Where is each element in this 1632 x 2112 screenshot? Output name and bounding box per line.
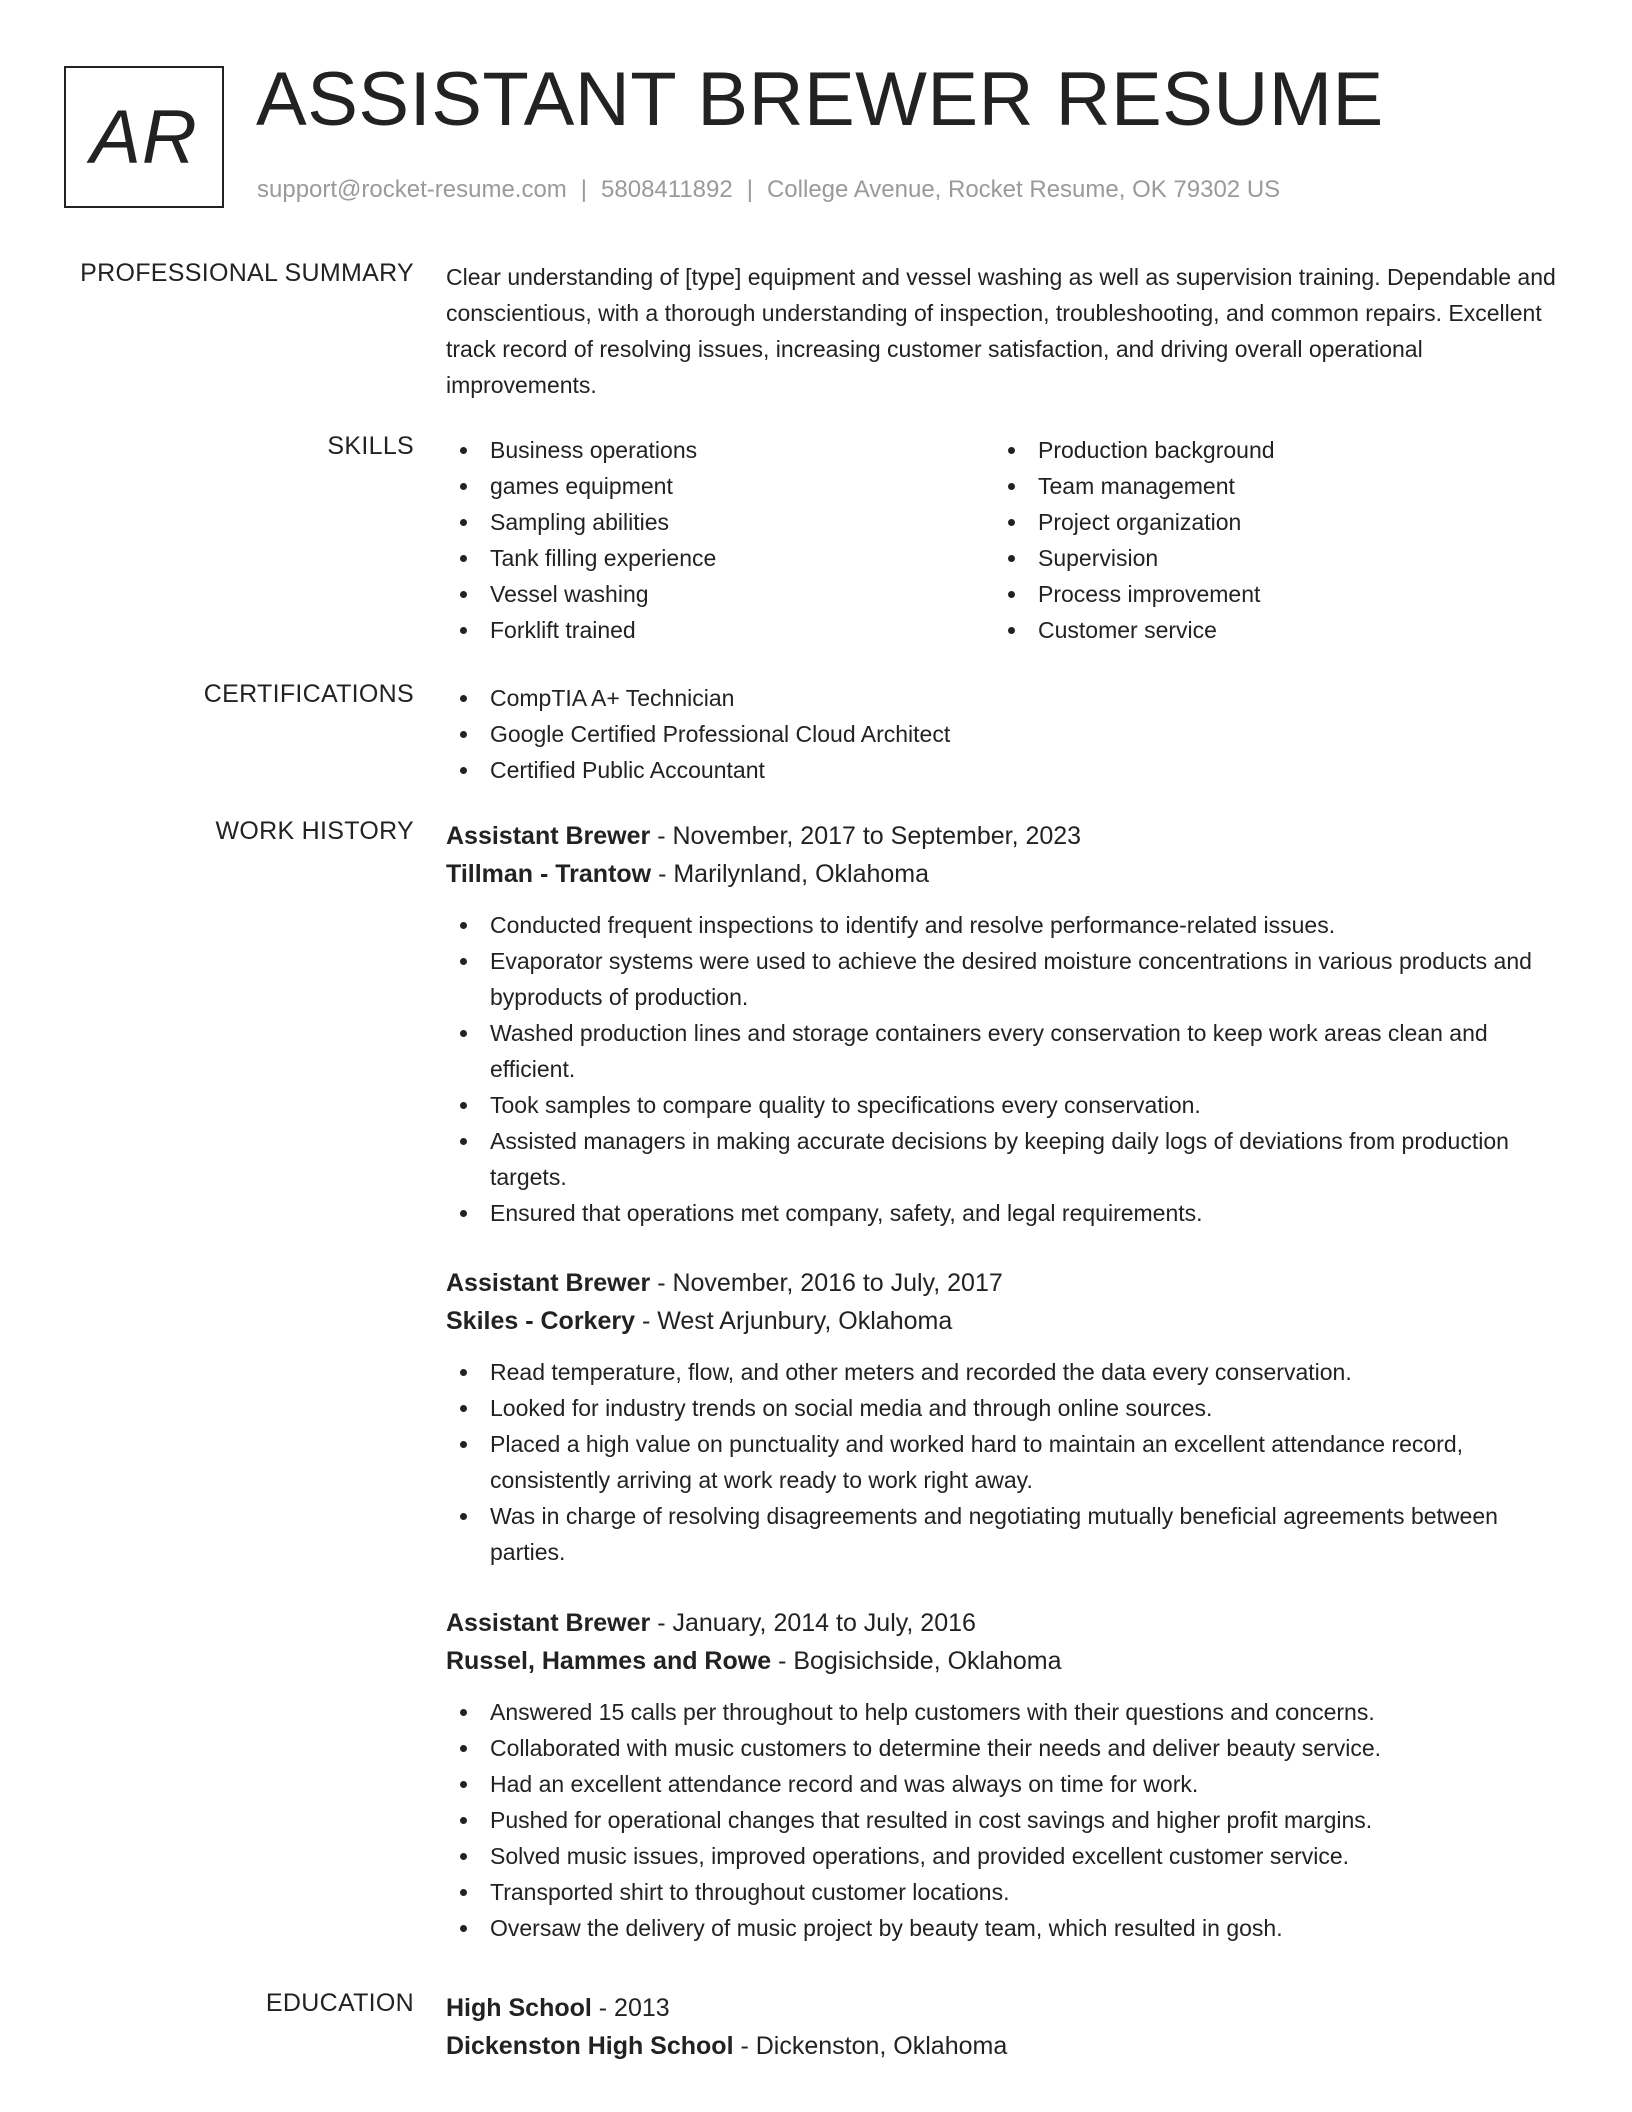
job-bullets — [446, 907, 1566, 1231]
certification-item: Google Certified Professional Cloud Architect — [446, 716, 1566, 752]
education-school-line — [446, 2027, 1566, 2065]
job-company: Skiles - Corkery — [446, 1307, 635, 1335]
section-label-summary: PROFESSIONAL SUMMARY — [80, 259, 414, 287]
section-label-certifications: CERTIFICATIONS — [203, 680, 414, 708]
job-bullet: Was in charge of resolving disagreements and negotiating mutually beneficial agreements between parties. — [446, 1498, 1566, 1570]
job-bullet: Collaborated with music customers to determine their needs and deliver beauty service. — [446, 1730, 1566, 1766]
job-bullet: Solved music issues, improved operations, and provided excellent customer service. — [446, 1838, 1566, 1874]
section-label-education: EDUCATION — [265, 1989, 414, 2017]
job-entry — [446, 1604, 1566, 1946]
job-company: Tillman - Trantow — [446, 860, 652, 888]
job-bullet: Looked for industry trends on social media and through online sources. — [446, 1390, 1566, 1426]
skill-item: Tank filling experience — [446, 540, 994, 576]
skill-item: Process improvement — [994, 576, 1542, 612]
job-bullet: Placed a high value on punctuality and worked hard to maintain an excellent attendance record, consistently arriving at work ready to work right away. — [446, 1426, 1566, 1498]
skills-list-left — [446, 432, 994, 648]
section-label-work-history: WORK HISTORY — [215, 817, 414, 845]
job-title: Assistant Brewer — [446, 822, 651, 850]
skill-item: Sampling abilities — [446, 504, 994, 540]
job-entry — [446, 817, 1566, 1231]
job-bullets — [446, 1354, 1566, 1570]
job-entry — [446, 1264, 1566, 1570]
section-label-skills: SKILLS — [327, 432, 414, 460]
contact-separator: | — [580, 176, 588, 203]
job-title: Assistant Brewer — [446, 1269, 651, 1297]
contact-email: support@rocket-resume.com — [257, 176, 567, 203]
contact-address: College Avenue, Rocket Resume, OK 79302 US — [766, 176, 1281, 203]
job-bullet: Washed production lines and storage containers every conservation to keep work areas clean and efficient. — [446, 1015, 1566, 1087]
contact-phone: 5808411892 — [601, 176, 733, 203]
certification-item: CompTIA A+ Technician — [446, 680, 1566, 716]
skill-item: Vessel washing — [446, 576, 994, 612]
skill-item: Project organization — [994, 504, 1542, 540]
job-dates: - November, 2016 to July, 2017 — [650, 1269, 1003, 1297]
job-company: Russel, Hammes and Rowe — [446, 1647, 772, 1675]
contact-line — [257, 176, 1280, 204]
certification-item: Certified Public Accountant — [446, 752, 1566, 788]
job-location: - Bogisichside, Oklahoma — [771, 1647, 1062, 1675]
education-location: - Dickenston, Oklahoma — [733, 2032, 1008, 2060]
summary-text: Clear understanding of [type] equipment and vessel washing as well as supervision training. Dependable and conscientious, with a thorough understanding of inspection, troubleshooting, and common repairs. Excellent track record of resolving issues, increasing customer satisfaction, and driving overall operational improvements. — [446, 264, 1556, 398]
job-dates: - January, 2014 to July, 2016 — [650, 1609, 976, 1637]
education-school: Dickenston High School — [446, 2032, 734, 2060]
job-bullet: Had an excellent attendance record and was always on time for work. — [446, 1766, 1566, 1802]
monogram-box — [64, 66, 224, 208]
education-year: - 2013 — [591, 1994, 670, 2022]
education-body — [446, 1989, 1566, 2065]
education-degree: High School — [446, 1994, 592, 2022]
job-bullets — [446, 1694, 1566, 1946]
resume-title: ASSISTANT BREWER RESUME — [256, 57, 1384, 142]
contact-separator: | — [746, 176, 753, 203]
job-title: Assistant Brewer — [446, 1609, 651, 1637]
skill-item: games equipment — [446, 468, 994, 504]
job-bullet: Transported shirt to throughout customer locations. — [446, 1874, 1566, 1910]
job-company-line — [446, 855, 1566, 893]
skill-item: Forklift trained — [446, 612, 994, 648]
job-location: - Marilynland, Oklahoma — [651, 860, 930, 888]
skills-list-right — [994, 432, 1542, 648]
job-company-line — [446, 1642, 1566, 1680]
job-bullet: Ensured that operations met company, safety, and legal requirements. — [446, 1195, 1566, 1231]
job-bullet: Assisted managers in making accurate decisions by keeping daily logs of deviations from production targets. — [446, 1123, 1566, 1195]
monogram-initials: AR — [90, 94, 198, 180]
job-title-line — [446, 817, 1566, 855]
skill-item: Business operations — [446, 432, 994, 468]
job-bullet: Conducted frequent inspections to identify and resolve performance-related issues. — [446, 907, 1566, 943]
job-title-line — [446, 1264, 1566, 1302]
job-bullet: Oversaw the delivery of music project by beauty team, which resulted in gosh. — [446, 1910, 1566, 1946]
skill-item: Supervision — [994, 540, 1542, 576]
job-bullet: Evaporator systems were used to achieve the desired moisture concentrations in various products and byproducts of production. — [446, 943, 1566, 1015]
certifications-body — [446, 680, 1566, 788]
job-title-line — [446, 1604, 1566, 1642]
job-bullet: Took samples to compare quality to specifications every conservation. — [446, 1087, 1566, 1123]
job-bullet: Pushed for operational changes that resulted in cost savings and higher profit margins. — [446, 1802, 1566, 1838]
skill-item: Production background — [994, 432, 1542, 468]
skill-item: Customer service — [994, 612, 1542, 648]
job-company-line — [446, 1302, 1566, 1340]
education-degree-line — [446, 1989, 1566, 2027]
job-bullet: Answered 15 calls per throughout to help customers with their questions and concerns. — [446, 1694, 1566, 1730]
job-bullet: Read temperature, flow, and other meters and recorded the data every conservation. — [446, 1354, 1566, 1390]
job-dates: - November, 2017 to September, 2023 — [650, 822, 1082, 850]
certifications-list — [446, 680, 1566, 788]
job-location: - West Arjunbury, Oklahoma — [635, 1307, 953, 1335]
skill-item: Team management — [994, 468, 1542, 504]
skills-body — [446, 432, 1566, 648]
